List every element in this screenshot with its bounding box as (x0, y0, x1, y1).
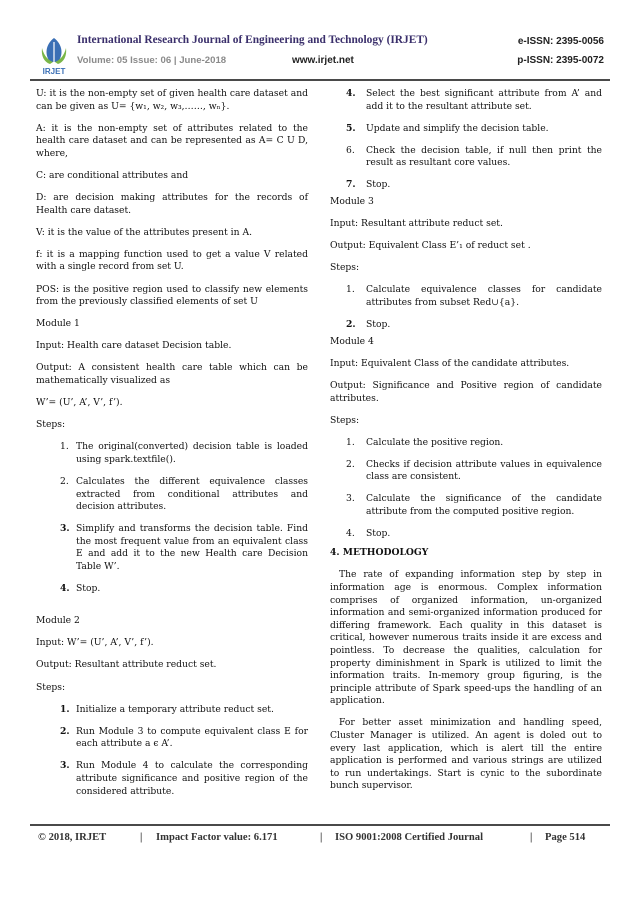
module3-steps-label: Steps: (330, 262, 360, 274)
module2-input: Input: W’= (U’, A’, V’, f’). (36, 637, 154, 649)
module3-output: Output: Equivalent Class E’₁ of reduct set . (330, 240, 531, 252)
irjet-logo-icon (36, 34, 72, 76)
list-item: 3. Run Module 4 to calculate the corresponding attribute significance and positive region of the considered attribute. (60, 760, 308, 797)
footer-page-number: Page 514 (545, 832, 586, 843)
module1-output: Output: A consistent health care table which can be mathematically visualized as (36, 362, 308, 386)
module4-title: Module 4 (330, 335, 374, 347)
module4-steps (330, 437, 602, 541)
def-a: A: it is the non-empty set of attributes related to the health care dataset and can be represented as A= C U D, where, (36, 122, 308, 159)
list-item: 3. Simplify and transforms the decision table. Find the most frequent value from an equivalent class E and add it to the new Health care Decision Table W’. (60, 523, 308, 573)
list-item: 2. Checks if decision attribute values in equivalence class are consistent. (346, 458, 602, 483)
list-item: 7. Stop. (346, 179, 391, 191)
footer-separator: | (140, 832, 143, 843)
left-column (36, 88, 308, 808)
list-item: 1. Initialize a temporary attribute reduct set. (60, 703, 274, 715)
def-d: D: are decision making attributes for the records of Health care dataset. (36, 192, 308, 216)
def-c: C: are conditional attributes and (36, 169, 189, 181)
footer-impact-factor: Impact Factor value: 6.171 (156, 832, 278, 843)
module1-formula: W’= (U’, A’, V’, f’). (36, 397, 123, 409)
list-item: 6. Check the decision table, if null then print the result as resultant core values. (346, 144, 602, 169)
module2-steps (36, 704, 308, 799)
def-f: f: it is a mapping function used to get a value V related with a single record from set U. (36, 248, 308, 273)
logo-text: IRJET (42, 67, 66, 76)
footer-copyright: © 2018, IRJET (38, 832, 107, 843)
module3-title: Module 3 (330, 196, 374, 208)
list-item: 2. Run Module 3 to compute equivalent class E for each attribute a ϵ A’. (60, 725, 308, 750)
p-issn: p-ISSN: 2395-0072 (517, 55, 604, 66)
header-rule (30, 79, 610, 81)
module4-output: Output: Significance and Positive region of candidate attributes. (330, 379, 602, 404)
def-u: U: it is the non-empty set of given health care dataset and can be given as U= {w₁, w₂, w₃,……, wₙ}. (36, 88, 308, 112)
volume-issue: Volume: 05 Issue: 06 | June-2018 (77, 55, 227, 66)
e-issn: e-ISSN: 2395-0056 (517, 36, 604, 47)
module1-steps-label: Steps: (36, 419, 66, 431)
journal-header (30, 30, 610, 78)
list-item: 5. Update and simplify the decision table. (346, 122, 549, 134)
list-item: 2. Stop. (346, 319, 391, 331)
module2-output: Output: Resultant attribute reduct set. (36, 659, 217, 671)
module1-input: Input: Health care dataset Decision table. (36, 340, 232, 352)
module4-steps-label: Steps: (330, 414, 360, 426)
module2-steps-label: Steps: (36, 681, 66, 693)
footer-iso: ISO 9001:2008 Certified Journal (335, 832, 484, 843)
module3-steps (330, 284, 602, 331)
list-item: 4. Stop. (346, 528, 391, 540)
list-item: 4. Stop. (60, 583, 101, 595)
journal-title: International Research Journal of Engineering and Technology (IRJET) (77, 34, 428, 46)
module2-steps-continued (330, 88, 602, 192)
website-link[interactable]: www.irjet.net (292, 55, 354, 66)
module1-title: Module 1 (36, 318, 80, 330)
list-item: 1. Calculate equivalence classes for candidate attributes from subset Red∪{a}. (346, 284, 602, 309)
list-item: 1. The original(converted) decision table is loaded using spark.textfile(). (60, 441, 308, 465)
list-item: 3. Calculate the significance of the candidate attribute from the computed positive region. (346, 493, 602, 518)
footer-separator: | (530, 832, 533, 843)
module2-title: Module 2 (36, 615, 80, 627)
list-item: 1. Calculate the positive region. (346, 436, 504, 448)
module4-input: Input: Equivalent Class of the candidate attributes. (330, 357, 570, 369)
methodology-paragraph-2: For better asset minimization and handling speed, Cluster Manager is utilized. An agent is doled out to every last application, which is alert till the entire application is performed and various strings are utilized to run undertakings. Start is cynic to the subordinate bunch supervisor. (330, 717, 602, 792)
module1-steps (36, 441, 308, 595)
footer-rule (30, 824, 610, 826)
def-pos: POS: is the positive region used to classify new elements from the previously classified elements of set U (36, 283, 308, 308)
section-heading: 4. METHODOLOGY (330, 546, 429, 558)
footer-separator: | (320, 832, 323, 843)
methodology-paragraph-1: The rate of expanding information step by step in information age is enormous. Complex information comprises of organized information, un-organized information and semi-organized information produced for differing framework. Each quality in this dataset is critical, however numerous traits inside it are excess and pointless. To decrease the qualities, calculation for property diminishment in Spark is utilized to limit the information traits. In-memory group figuring, is the principle attribute of Spark speed-ups the handling of an application. (330, 569, 602, 707)
def-v: V: it is the value of the attributes present in A. (36, 226, 252, 238)
list-item: 4. Select the best significant attribute from A’ and add it to the resultant attribute set. (346, 88, 602, 112)
module3-input: Input: Resultant attribute reduct set. (330, 218, 503, 230)
right-column (330, 88, 602, 802)
list-item: 2. Calculates the different equivalence classes extracted from conditional attributes and decision attributes. (60, 475, 308, 513)
